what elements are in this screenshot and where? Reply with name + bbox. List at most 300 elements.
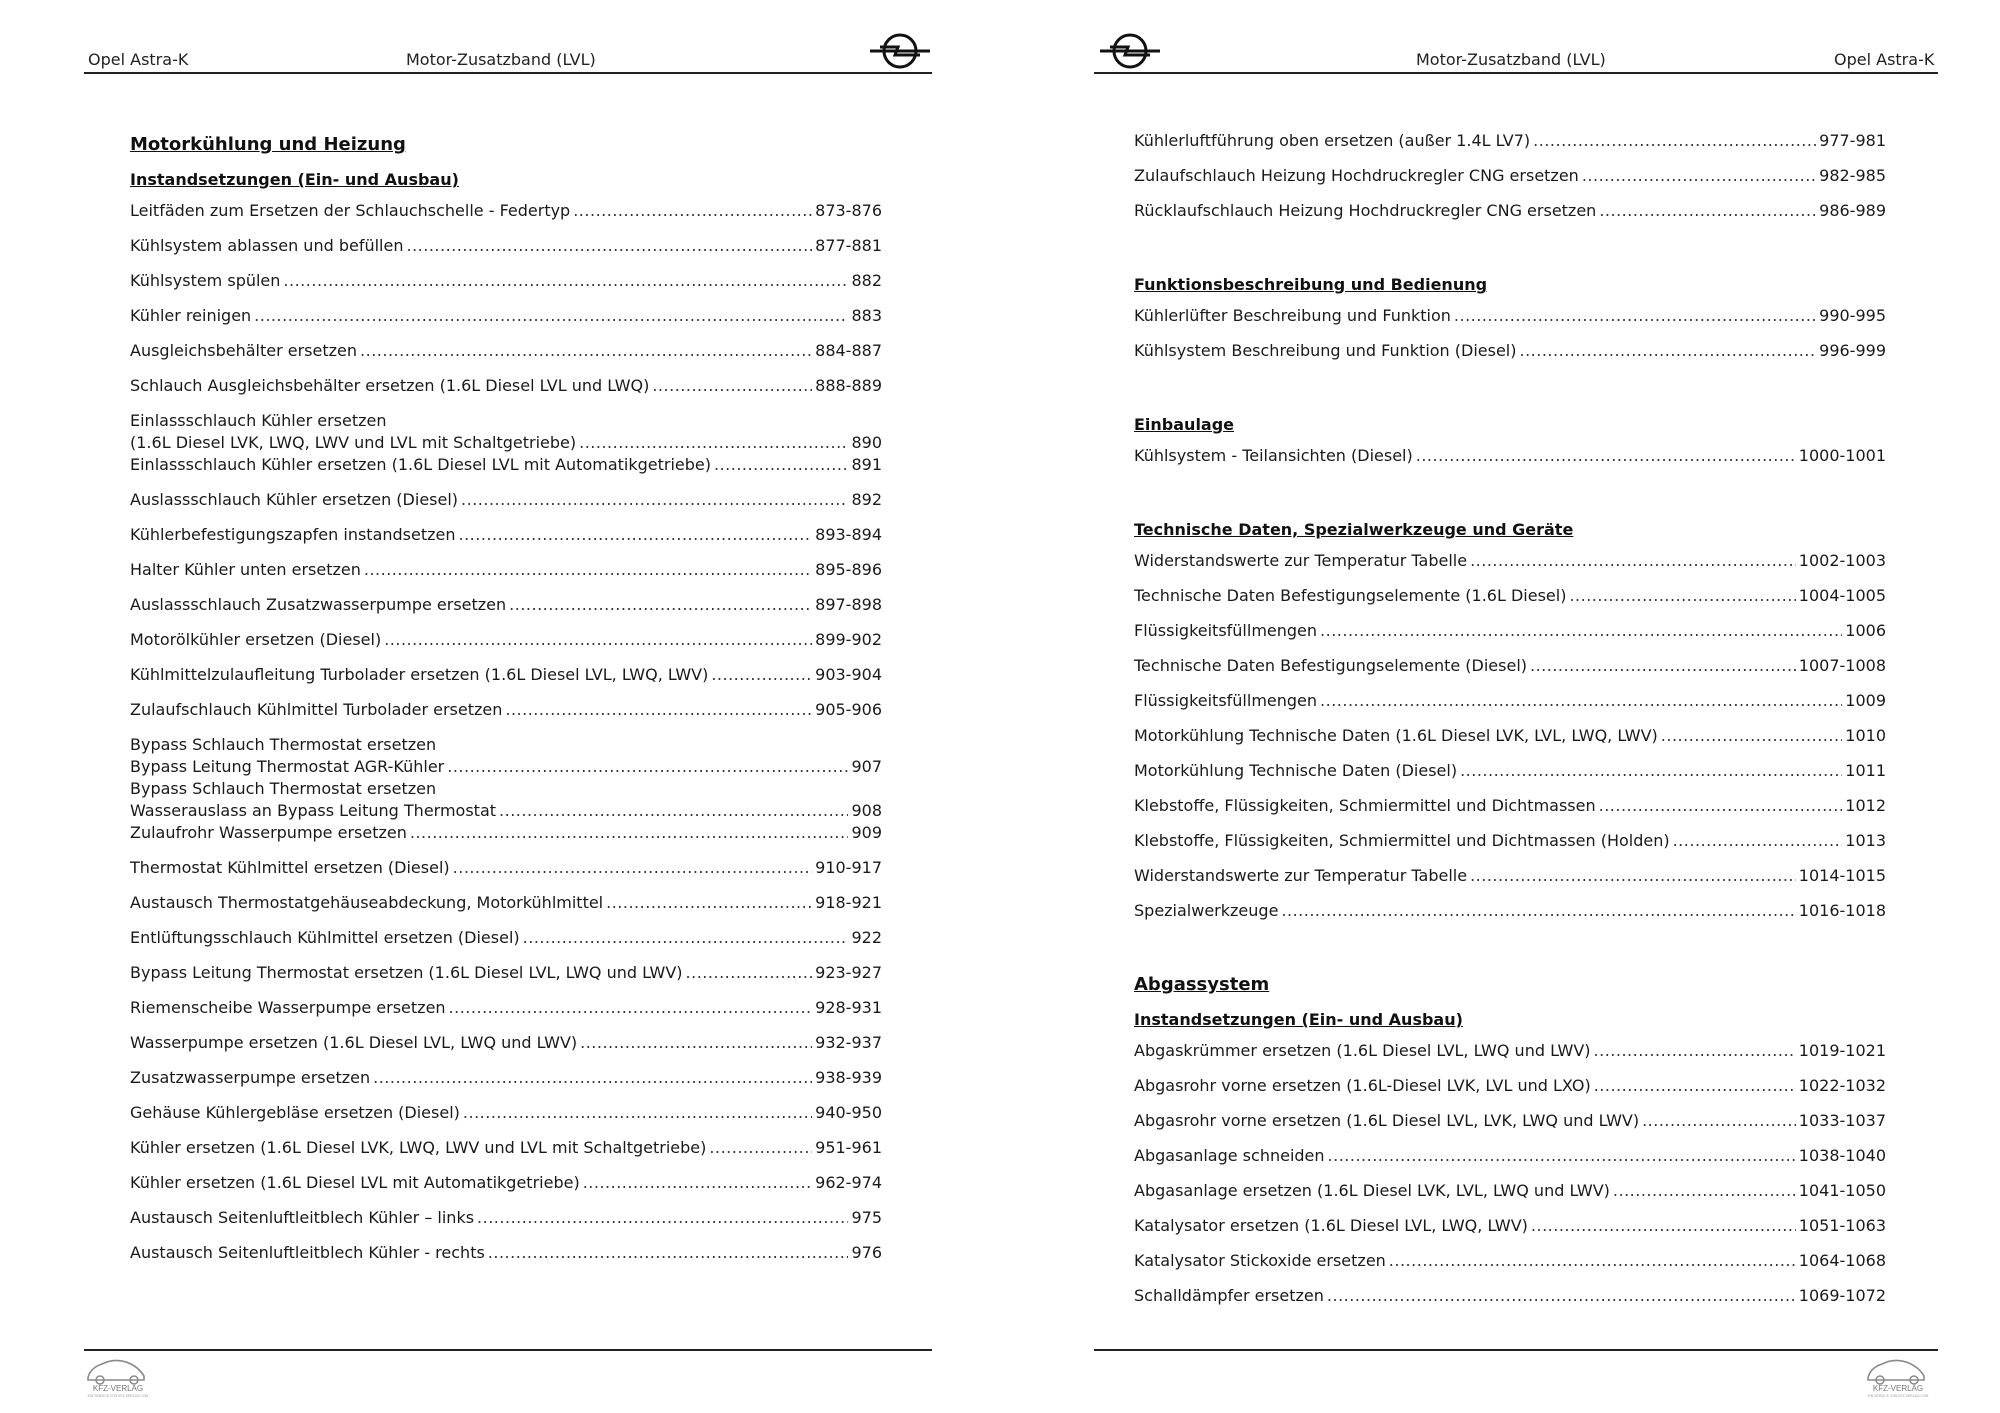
toc-entry-title: Austausch Seitenluftleitblech Kühler – links [130, 1208, 475, 1227]
toc-entry-row [130, 1242, 882, 1264]
toc-entry-row [1134, 655, 1886, 677]
toc-entry-title: (1.6L Diesel LVK, LWQ, LWV und LVL mit Schaltgetriebe) [130, 433, 577, 452]
toc-entry [1134, 1145, 1886, 1180]
toc-entry [1134, 165, 1886, 200]
dot-leader [1594, 1075, 1796, 1097]
toc-entry-pages: 890 [851, 433, 882, 452]
toc-entry [130, 1207, 882, 1242]
toc-entry [1134, 725, 1886, 760]
toc-entry [130, 1242, 882, 1277]
toc-entry-title: Kühlsystem Beschreibung und Funktion (Diesel) [1134, 341, 1517, 360]
toc-entry-pages: 1064-1068 [1798, 1251, 1886, 1270]
section-title-funktion: Funktionsbeschreibung und Bedienung [1134, 275, 1488, 294]
dot-leader [523, 927, 849, 949]
toc-entry [1134, 340, 1886, 375]
toc-entry [1134, 865, 1886, 900]
toc-entry [130, 375, 882, 410]
toc-entry-pages: 1041-1050 [1798, 1181, 1886, 1200]
dot-leader [447, 756, 848, 778]
toc-entry [130, 1137, 882, 1172]
toc-entry [130, 629, 882, 664]
toc-entry-title: Kühler ersetzen (1.6L Diesel LVL mit Automatikgetriebe) [130, 1173, 580, 1192]
toc-entry-row [1134, 760, 1886, 782]
subsection-title: Instandsetzungen (Ein- und Ausbau) [130, 170, 459, 189]
kfz-verlag-logo [1860, 1350, 1936, 1398]
toc-entry [130, 892, 882, 927]
dot-leader [410, 822, 849, 844]
toc-entry-pages: 986-989 [1819, 201, 1886, 220]
toc-entry-pages: 962-974 [815, 1173, 882, 1192]
dot-leader [1661, 725, 1842, 747]
toc-entry-row [1134, 795, 1886, 817]
toc-entry-row [130, 962, 882, 984]
toc-entry [130, 1102, 882, 1137]
toc-entry [1134, 200, 1886, 235]
toc-entry [130, 822, 882, 857]
toc-entry-row [130, 1172, 882, 1194]
toc-entry-title: Widerstandswerte zur Temperatur Tabelle [1134, 866, 1468, 885]
toc-entry-title: Schlauch Ausgleichsbehälter ersetzen (1.6L Diesel LVL und LWQ) [130, 376, 650, 395]
toc-entry-title: Rücklaufschlauch Heizung Hochdruckregler CNG ersetzen [1134, 201, 1597, 220]
toc-entry-title: Zulaufschlauch Kühlmittel Turbolader ersetzen [130, 700, 503, 719]
toc-entry-row [1134, 445, 1886, 467]
toc-entry-pages: 975 [851, 1208, 882, 1227]
toc-entry-row [1134, 1180, 1886, 1202]
subsection-title: Instandsetzungen (Ein- und Ausbau) [1134, 1010, 1463, 1029]
dot-leader [1470, 550, 1796, 572]
toc-entry-pages: 1011 [1845, 761, 1886, 780]
dot-leader [505, 699, 812, 721]
toc-entry-title: Kühlmittelzulaufleitung Turbolader ersetzen (1.6L Diesel LVL, LWQ, LWV) [130, 665, 709, 684]
toc-entry-row [130, 1067, 882, 1089]
dot-leader [1327, 1285, 1796, 1307]
toc-entry-row [130, 489, 882, 511]
toc-entry [130, 1067, 882, 1102]
toc-entry-row [1134, 1250, 1886, 1272]
toc-entry-title: Katalysator Stickoxide ersetzen [1134, 1251, 1386, 1270]
dot-leader [1281, 900, 1795, 922]
toc-entry-title: Riemenscheibe Wasserpumpe ersetzen [130, 998, 446, 1017]
toc-entry-pages: 1002-1003 [1798, 551, 1886, 570]
toc-entry-title: Klebstoffe, Flüssigkeiten, Schmiermittel und Dichtmassen [1134, 796, 1596, 815]
toc-entry [130, 410, 882, 454]
toc-list [1134, 130, 1886, 235]
toc-entry-row [1134, 1285, 1886, 1307]
section-title-einbaulage: Einbaulage [1134, 415, 1235, 434]
toc-entry-row [1134, 550, 1886, 572]
toc-entry-row [130, 1102, 882, 1124]
toc-entry-title: Ausgleichsbehälter ersetzen [130, 341, 358, 360]
toc-entry [130, 489, 882, 524]
toc-entry-row [130, 664, 882, 686]
header-model: Opel Astra-K [1834, 50, 1935, 69]
dot-leader [573, 200, 812, 222]
toc-entry-row [1134, 690, 1886, 712]
header-title: Motor-Zusatzband (LVL) [406, 50, 596, 69]
toc-entry-pages: 1038-1040 [1798, 1146, 1886, 1165]
toc-entry [130, 1032, 882, 1067]
toc-entry-row [130, 1207, 882, 1229]
toc-entry-pages: 1004-1005 [1798, 586, 1886, 605]
toc-entry-title: Bypass Leitung Thermostat AGR-Kühler [130, 757, 445, 776]
toc-entry-pages: 877-881 [815, 236, 882, 255]
brand-tagline: EIN SERVICE VON KFZ-VERLAG.COM [87, 1394, 149, 1398]
toc-entry-title: Wasserpumpe ersetzen (1.6L Diesel LVL, LWQ und LWV) [130, 1033, 578, 1052]
toc-entry [130, 235, 882, 270]
toc-entry-row [1134, 305, 1886, 327]
brand-name: KFZ-VERLAG [92, 1384, 144, 1393]
toc-left [130, 130, 882, 1277]
toc-entry-pages: 1019-1021 [1798, 1041, 1886, 1060]
toc-entry [130, 699, 882, 734]
section-title-abgassystem: Abgassystem [1134, 974, 1270, 995]
toc-entry-row [130, 756, 882, 778]
brand-tagline: EIN SERVICE VON KFZ-VERLAG.COM [1867, 1394, 1929, 1398]
toc-entry [1134, 1180, 1886, 1215]
toc-entry [130, 524, 882, 559]
toc-entry-row [1134, 1110, 1886, 1132]
toc-entry-pages: 897-898 [815, 595, 882, 614]
dot-leader [1673, 830, 1843, 852]
dot-leader [1533, 130, 1816, 152]
dot-leader [406, 235, 812, 257]
toc-entry-pages: 1016-1018 [1798, 901, 1886, 920]
dot-leader [283, 270, 848, 292]
toc-entry-row [130, 699, 882, 721]
dot-leader [1599, 200, 1816, 222]
toc-entry-pages: 1009 [1845, 691, 1886, 710]
toc-entry-pages: 951-961 [815, 1138, 882, 1157]
toc-entry-pages: 982-985 [1819, 166, 1886, 185]
toc-entry-title: Abgasanlage schneiden [1134, 1146, 1325, 1165]
opel-logo [1098, 30, 1162, 72]
toc-entry-pages: 1000-1001 [1798, 446, 1886, 465]
toc-entry [130, 664, 882, 699]
dot-leader [477, 1207, 848, 1229]
toc-entry [1134, 305, 1886, 340]
toc-entry-row [1134, 200, 1886, 222]
dot-leader [1328, 1145, 1796, 1167]
toc-entry-title: Kühlerbefestigungszapfen instandsetzen [130, 525, 456, 544]
dot-leader [1599, 795, 1843, 817]
toc-entry-title: Austausch Thermostatgehäuseabdeckung, Motorkühlmittel [130, 893, 604, 912]
dot-leader [1389, 1250, 1796, 1272]
toc-entry [1134, 1110, 1886, 1145]
toc-entry-row [1134, 130, 1886, 152]
toc-entry-row [130, 800, 882, 822]
toc-list [1134, 550, 1886, 935]
toc-entry-title: Motorkühlung Technische Daten (1.6L Diesel LVK, LVL, LWQ, LWV) [1134, 726, 1658, 745]
toc-entry-title: Widerstandswerte zur Temperatur Tabelle [1134, 551, 1468, 570]
toc-entry-title: Einlassschlauch Kühler ersetzen (1.6L Diesel LVL mit Automatikgetriebe) [130, 455, 711, 474]
dot-leader [509, 594, 812, 616]
dot-leader [709, 1137, 812, 1159]
toc-entry-title: Kühlsystem spülen [130, 271, 281, 290]
toc-entry-pages: 928-931 [815, 998, 882, 1017]
toc-entry-title: Leitfäden zum Ersetzen der Schlauchschelle - Federtyp [130, 201, 571, 220]
dot-leader [1520, 340, 1817, 362]
toc-entry-row [1134, 1145, 1886, 1167]
toc-entry-row [130, 1032, 882, 1054]
right-page [1000, 0, 2000, 1413]
toc-entry-pages: 910-917 [815, 858, 882, 877]
dot-leader [1454, 305, 1816, 327]
toc-entry-row [130, 270, 882, 292]
toc-entry-pages: 1010 [1845, 726, 1886, 745]
toc-entry-pages: 891 [851, 455, 882, 474]
toc-entry-pages: 990-995 [1819, 306, 1886, 325]
footer-rule [1094, 1349, 1938, 1351]
dot-leader [686, 962, 813, 984]
toc-entry-title: Zulaufschlauch Heizung Hochdruckregler CNG ersetzen [1134, 166, 1579, 185]
toc-entry [1134, 690, 1886, 725]
toc-entry-title: Kühler reinigen [130, 306, 252, 325]
toc-entry-title: Klebstoffe, Flüssigkeiten, Schmiermittel und Dichtmassen (Holden) [1134, 831, 1670, 850]
toc-entry [1134, 550, 1886, 585]
dot-leader [1531, 1215, 1796, 1237]
toc-entry [130, 962, 882, 997]
toc-list [1134, 445, 1886, 480]
toc-entry-row [1134, 1215, 1886, 1237]
toc-entry-row [1134, 830, 1886, 852]
toc-right [1134, 130, 1886, 1320]
toc-entry-row [130, 375, 882, 397]
dot-leader [579, 432, 848, 454]
toc-entry-row [130, 559, 882, 581]
toc-entry-title: Wasserauslass an Bypass Leitung Thermostat [130, 801, 497, 820]
dot-leader [606, 892, 812, 914]
toc-entry [130, 734, 882, 778]
dot-leader [1416, 445, 1796, 467]
section-title-technische-daten: Technische Daten, Spezialwerkzeuge und Geräte [1134, 520, 1574, 539]
toc-entry [130, 340, 882, 375]
toc-entry-pages: 1006 [1845, 621, 1886, 640]
toc-entry-row [130, 454, 882, 476]
toc-entry [130, 857, 882, 892]
toc-entry-pages: 938-939 [815, 1068, 882, 1087]
section-title: Motorkühlung und Heizung [130, 134, 406, 155]
toc-entry-row [130, 594, 882, 616]
toc-entry-pages: 893-894 [815, 525, 882, 544]
toc-entry [130, 454, 882, 489]
toc-entry-pages: 1051-1063 [1798, 1216, 1886, 1235]
toc-entry-pages: 884-887 [815, 341, 882, 360]
dot-leader [254, 305, 848, 327]
toc-entry-row [130, 235, 882, 257]
dot-leader [384, 629, 812, 651]
toc-entry-pages: 892 [851, 490, 882, 509]
toc-entry-title: Auslassschlauch Zusatzwasserpumpe ersetzen [130, 595, 507, 614]
toc-entry-pages: 923-927 [815, 963, 882, 982]
toc-entry-pages: 918-921 [815, 893, 882, 912]
dot-leader [580, 1032, 812, 1054]
toc-entry-row [130, 997, 882, 1019]
toc-entry-pages: 888-889 [815, 376, 882, 395]
dot-leader [449, 997, 813, 1019]
toc-entry [130, 997, 882, 1032]
toc-entry-pages: 1014-1015 [1798, 866, 1886, 885]
dot-leader [652, 375, 812, 397]
toc-entry [1134, 585, 1886, 620]
toc-entry [130, 559, 882, 594]
toc-entry-title: Katalysator ersetzen (1.6L Diesel LVL, LWQ, LWV) [1134, 1216, 1528, 1235]
toc-entry-pages: 977-981 [1819, 131, 1886, 150]
toc-entry-row [1134, 725, 1886, 747]
toc-entry [1134, 900, 1886, 935]
toc-entry-pages: 1007-1008 [1798, 656, 1886, 675]
toc-entry-row [130, 927, 882, 949]
toc-entry-title: Schalldämpfer ersetzen [1134, 1286, 1324, 1305]
toc-entry-pages: 908 [851, 801, 882, 820]
toc-entry-row [1134, 1075, 1886, 1097]
toc-entry-title: Auslassschlauch Kühler ersetzen (Diesel) [130, 490, 459, 509]
kfz-verlag-logo [80, 1350, 156, 1398]
toc-entry-pages: 932-937 [815, 1033, 882, 1052]
dot-leader [1594, 1040, 1796, 1062]
toc-entry-row [1134, 340, 1886, 362]
toc-entry-pages: 899-902 [815, 630, 882, 649]
toc-entry [1134, 830, 1886, 865]
dot-leader [373, 1067, 812, 1089]
toc-entry-title-line: Bypass Schlauch Thermostat ersetzen [130, 735, 437, 754]
toc-entry-pages: 1013 [1845, 831, 1886, 850]
toc-entry [1134, 1075, 1886, 1110]
footer-rule [84, 1349, 932, 1351]
dot-leader [1320, 620, 1842, 642]
toc-entry-title: Austausch Seitenluftleitblech Kühler - rechts [130, 1243, 485, 1262]
toc-entry [1134, 1040, 1886, 1075]
toc-entry-pages: 883 [851, 306, 882, 325]
toc-entry-pages: 976 [851, 1243, 882, 1262]
dot-leader [360, 340, 812, 362]
toc-entry-title: Zusatzwasserpumpe ersetzen [130, 1068, 371, 1087]
toc-entry-row [130, 305, 882, 327]
toc-entry-title: Thermostat Kühlmittel ersetzen (Diesel) [130, 858, 450, 877]
toc-entry-pages: 1033-1037 [1798, 1111, 1886, 1130]
toc-entry-row [130, 822, 882, 844]
toc-entry-row [130, 857, 882, 879]
toc-entry-pages: 1012 [1845, 796, 1886, 815]
toc-entry [1134, 445, 1886, 480]
header-rule [84, 72, 932, 74]
dot-leader [711, 664, 812, 686]
toc-entry [130, 594, 882, 629]
toc-entry-title: Abgasrohr vorne ersetzen (1.6L Diesel LVL, LVK, LWQ und LWV) [1134, 1111, 1640, 1130]
toc-entry-title: Flüssigkeitsfüllmengen [1134, 691, 1318, 710]
dot-leader [463, 1102, 812, 1124]
toc-entry [130, 1172, 882, 1207]
toc-entry-title: Kühlerluftführung oben ersetzen (außer 1.4L LV7) [1134, 131, 1531, 150]
toc-entry-pages: 940-950 [815, 1103, 882, 1122]
dot-leader [488, 1242, 849, 1264]
dot-leader [1569, 585, 1795, 607]
toc-entry-title: Abgaskrümmer ersetzen (1.6L Diesel LVL, LWQ und LWV) [1134, 1041, 1591, 1060]
toc-entry-row [130, 629, 882, 651]
dot-leader [364, 559, 812, 581]
toc-entry [1134, 1215, 1886, 1250]
toc-entry [1134, 130, 1886, 165]
opel-logo [868, 30, 932, 72]
toc-entry-row [1134, 865, 1886, 887]
toc-entry [130, 778, 882, 822]
header-title: Motor-Zusatzband (LVL) [1416, 50, 1606, 69]
brand-name: KFZ-VERLAG [1872, 1384, 1924, 1393]
toc-entry-title: Kühler ersetzen (1.6L Diesel LVK, LWQ, LWV und LVL mit Schaltgetriebe) [130, 1138, 707, 1157]
toc-entry [1134, 795, 1886, 830]
dot-leader [499, 800, 848, 822]
toc-entry-row [130, 432, 882, 454]
toc-entry-title: Technische Daten Befestigungselemente (1.6L Diesel) [1134, 586, 1567, 605]
toc-entry [130, 305, 882, 340]
dot-leader [1582, 165, 1816, 187]
dot-leader [461, 489, 848, 511]
toc-entry-pages: 873-876 [815, 201, 882, 220]
toc-entry-row [130, 340, 882, 362]
toc-entry [1134, 1250, 1886, 1285]
toc-entry-pages: 882 [851, 271, 882, 290]
dot-leader [1460, 760, 1842, 782]
toc-entry-pages: 903-904 [815, 665, 882, 684]
toc-entry-title: Motorkühlung Technische Daten (Diesel) [1134, 761, 1458, 780]
toc-list [130, 200, 882, 1277]
toc-entry [130, 927, 882, 962]
dot-leader [459, 524, 813, 546]
toc-entry-title: Kühlsystem ablassen und befüllen [130, 236, 404, 255]
toc-entry-row [130, 524, 882, 546]
toc-entry-title: Motorölkühler ersetzen (Diesel) [130, 630, 382, 649]
toc-entry-pages: 996-999 [1819, 341, 1886, 360]
dot-leader [1320, 690, 1842, 712]
toc-entry-title: Abgasanlage ersetzen (1.6L Diesel LVK, LVL, LWQ und LWV) [1134, 1181, 1610, 1200]
dot-leader [1530, 655, 1796, 677]
toc-list [1134, 1040, 1886, 1320]
toc-entry-title-line: Bypass Schlauch Thermostat ersetzen [130, 779, 437, 798]
toc-entry-title: Zulaufrohr Wasserpumpe ersetzen [130, 823, 407, 842]
toc-entry-row [130, 892, 882, 914]
toc-entry-title: Gehäuse Kühlergebläse ersetzen (Diesel) [130, 1103, 460, 1122]
toc-list [1134, 305, 1886, 375]
toc-entry-title: Halter Kühler unten ersetzen [130, 560, 361, 579]
toc-entry-title: Abgasrohr vorne ersetzen (1.6L-Diesel LVK, LVL und LXO) [1134, 1076, 1591, 1095]
toc-entry-title: Entlüftungsschlauch Kühlmittel ersetzen (Diesel) [130, 928, 520, 947]
toc-entry-pages: 922 [851, 928, 882, 947]
toc-entry-row [130, 1137, 882, 1159]
toc-entry-pages: 895-896 [815, 560, 882, 579]
toc-entry-title: Kühlsystem - Teilansichten (Diesel) [1134, 446, 1413, 465]
dot-leader [453, 857, 813, 879]
toc-entry [1134, 620, 1886, 655]
dot-leader [1613, 1180, 1796, 1202]
toc-entry [130, 270, 882, 305]
header-rule [1094, 72, 1938, 74]
toc-entry-pages: 1022-1032 [1798, 1076, 1886, 1095]
toc-entry-title-line: Einlassschlauch Kühler ersetzen [130, 411, 387, 430]
toc-entry-pages: 907 [851, 757, 882, 776]
toc-entry-pages: 905-906 [815, 700, 882, 719]
toc-entry [1134, 1285, 1886, 1320]
toc-entry-row [1134, 900, 1886, 922]
toc-entry-title: Spezialwerkzeuge [1134, 901, 1279, 920]
dot-leader [1642, 1110, 1796, 1132]
toc-entry-title: Kühlerlüfter Beschreibung und Funktion [1134, 306, 1451, 325]
toc-entry-row [1134, 165, 1886, 187]
toc-entry [1134, 655, 1886, 690]
toc-entry-title: Flüssigkeitsfüllmengen [1134, 621, 1318, 640]
dot-leader [714, 454, 848, 476]
header-model: Opel Astra-K [88, 50, 189, 69]
toc-entry [130, 200, 882, 235]
dot-leader [583, 1172, 812, 1194]
